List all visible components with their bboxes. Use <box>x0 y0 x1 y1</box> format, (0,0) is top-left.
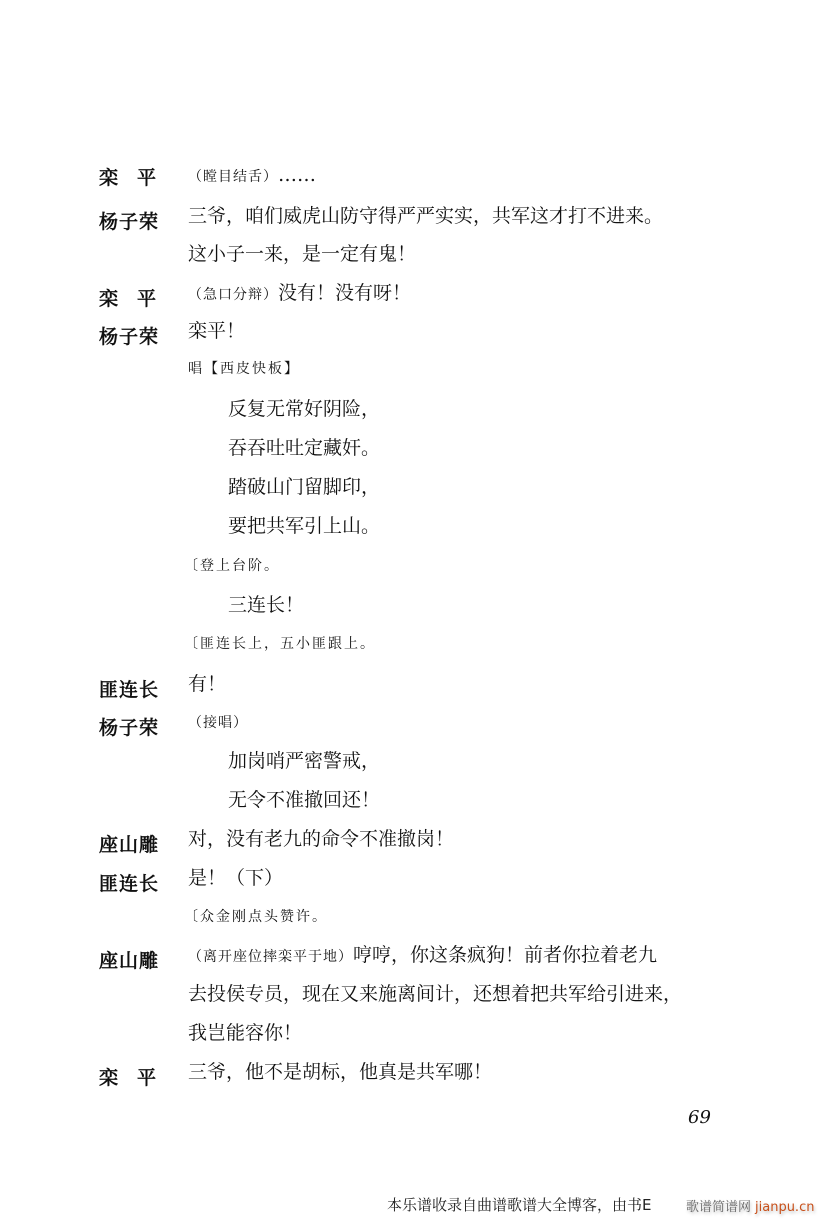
site-logo[interactable] <box>686 1196 814 1215</box>
verse-line: 吞吞吐吐定藏奸。 <box>228 437 381 459</box>
speaker-bandit-captain: 匪连长 <box>99 873 160 895</box>
dialogue-line <box>188 166 316 185</box>
dialogue-continuation: 我岂能容你！ <box>188 1022 303 1044</box>
stage-aside: （接唱） <box>188 715 248 731</box>
speaker-yang-zirong: 杨子荣 <box>99 717 160 739</box>
stage-direction: 〔众金刚点头赞许。 <box>184 909 328 925</box>
stage-aside: （急口分辩） <box>188 287 278 303</box>
stage-direction: 〔登上台阶。 <box>184 558 280 574</box>
dialogue-line <box>188 946 657 965</box>
verse-line: 反复无常好阴险， <box>228 398 381 420</box>
stage-direction: 〔匪连长上，五小匪跟上。 <box>184 636 376 652</box>
dialogue-text: …… <box>278 164 316 186</box>
speaker-luan-ping: 栾平 <box>99 288 176 310</box>
aria-direction: 唱【西皮快板】 <box>188 361 300 377</box>
speaker-luan-ping: 栾平 <box>99 167 176 189</box>
speaker-yang-zirong: 杨子荣 <box>99 211 160 233</box>
dialogue-text: 栾平！ <box>188 320 246 342</box>
logo-domain: jianpu.cn <box>755 1200 815 1215</box>
dialogue-text: 三爷，咱们威虎山防守得严严实实，共军这才打不进来。 <box>188 205 664 227</box>
dialogue-text: 是！（下） <box>188 867 284 889</box>
speaker-zuo-shandiao: 座山雕 <box>99 834 160 856</box>
logo-cn-text: 歌谱简谱网 <box>686 1200 752 1215</box>
dialogue-continuation: 这小子一来，是一定有鬼！ <box>188 243 417 265</box>
speaker-zuo-shandiao: 座山雕 <box>99 950 160 972</box>
stage-aside: （瞠目结舌） <box>188 169 278 185</box>
speaker-yang-zirong: 杨子荣 <box>99 326 160 348</box>
dialogue-text: 三爷，他不是胡标，他真是共军哪！ <box>188 1061 493 1083</box>
dialogue-line <box>188 284 411 303</box>
verse-line: 加岗哨严密警戒， <box>228 750 381 772</box>
page-number: 69 <box>688 1107 711 1128</box>
stage-aside: （离开座位摔栾平于地） <box>188 949 353 965</box>
footer-notice: 本乐谱收录自曲谱歌谱大全博客，由书E <box>387 1196 652 1214</box>
dialogue-text: 有！ <box>188 673 227 695</box>
speaker-bandit-captain: 匪连长 <box>99 679 160 701</box>
dialogue-text: 对，没有老九的命令不准撤岗！ <box>188 828 455 850</box>
dialogue-text: 没有！没有呀！ <box>278 282 412 304</box>
verse-line: 要把共军引上山。 <box>228 515 381 537</box>
dialogue-continuation: 去投侯专员，现在又来施离间计，还想着把共军给引进来， <box>188 983 683 1005</box>
verse-line: 无令不准撤回还！ <box>228 789 381 811</box>
verse-line: 三连长！ <box>228 594 305 616</box>
verse-line: 踏破山门留脚印， <box>228 476 381 498</box>
speaker-luan-ping: 栾平 <box>99 1067 176 1089</box>
dialogue-text: 哼哼，你这条疯狗！前者你拉着老九 <box>353 944 658 966</box>
